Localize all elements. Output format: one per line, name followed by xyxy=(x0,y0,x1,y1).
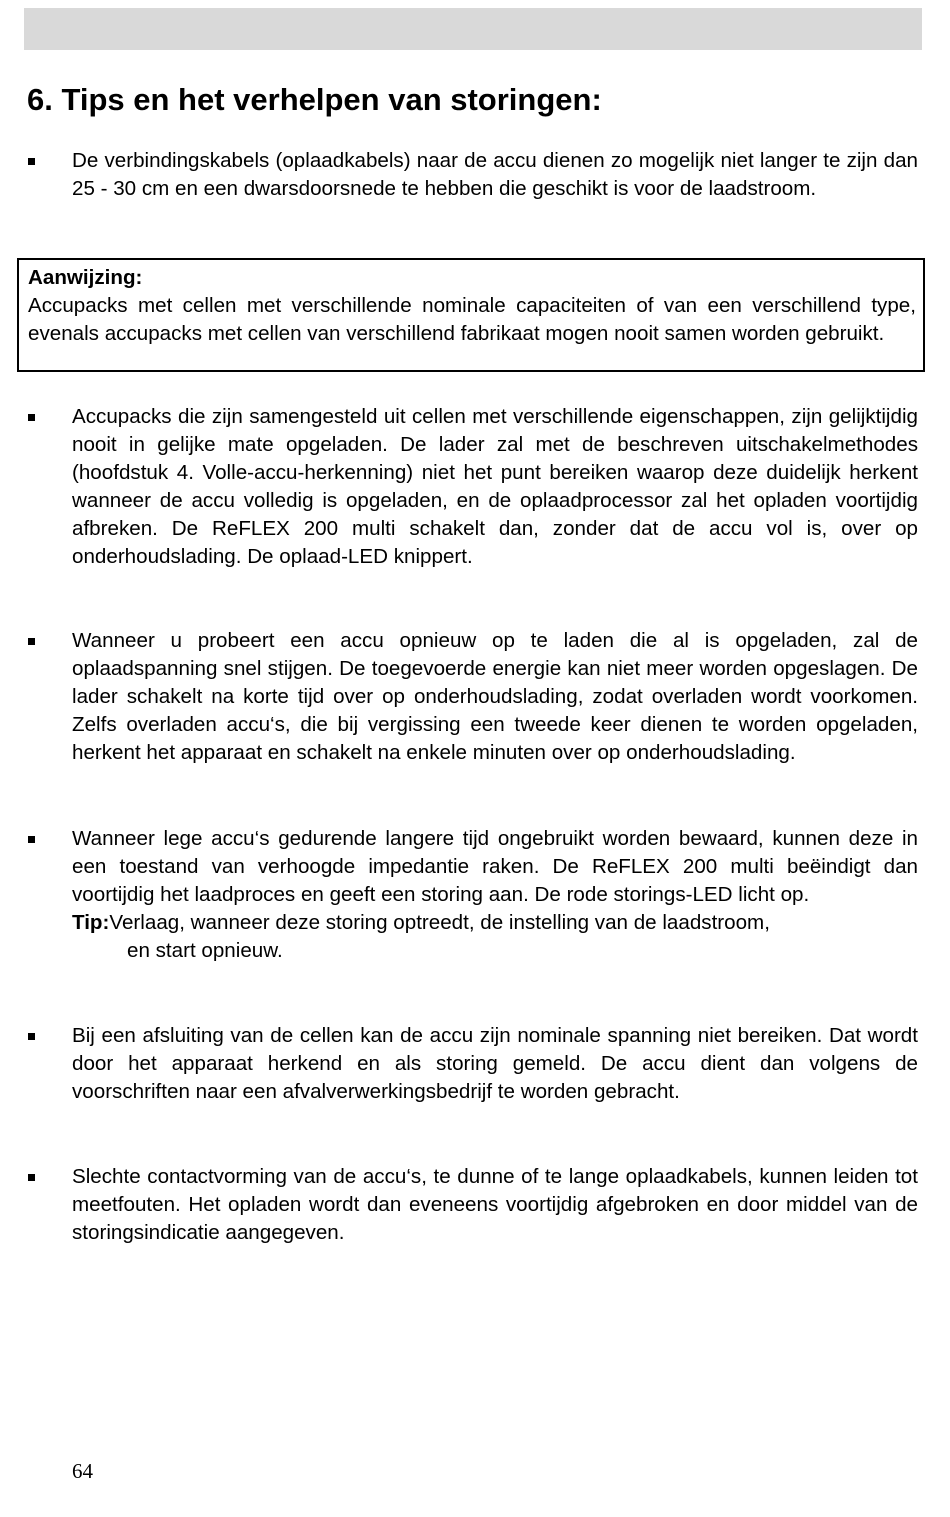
list-item-text: Wanneer u probeert een accu opnieuw op te laden die al is opgeladen, zal de oplaadspanning snel stijgen. De toegevoerde energie kan niet meer worden opgeslagen. De lader schakelt na korte tijd over op onderhoudslading, zodat overladen wordt voorkomen. Zelfs overladen accu‘s, die bij vergissing een tweede keer dienen te worden opgeladen, herkent het apparaat en schakelt na enkele minuten over op onderhoudslading. xyxy=(72,629,918,764)
list-item-text: Bij een afsluiting van de cellen kan de accu zijn nominale spanning niet bereiken. Dat wordt door het apparaat herkend en als storing gemeld. De accu dient dan volgens de voorschriften naar een afvalverwerkingsbedrijf te worden gebracht. xyxy=(72,1024,918,1103)
list-item xyxy=(28,825,918,965)
tip-text: Verlaag, wanneer deze storing optreedt, de instelling van de laadstroom, xyxy=(109,911,770,934)
tip-continuation: en start opnieuw. xyxy=(127,939,283,962)
header-bar xyxy=(24,8,922,50)
list-item xyxy=(28,147,918,203)
list-item-text: Accupacks die zijn samengesteld uit cellen met verschillende eigenschappen, zijn gelijktijdig nooit in gelijke mate opgeladen. De lader zal met de beschreven uitschakelmethodes (hoofdstuk 4. Volle-accu-herkenning) niet het punt bereiken waarop deze duidelijk herkent wanneer de accu volledig is opgeladen, en de oplaadprocessor zal het opladen voortijdig afbreken. De ReFLEX 200 multi schakelt dan, zonder dat de accu vol is, over op onderhoudslading. De oplaad-LED knippert. xyxy=(72,405,918,568)
list-item xyxy=(28,1022,918,1106)
tip-line xyxy=(72,909,918,937)
note-box xyxy=(17,258,925,372)
list-item xyxy=(28,403,918,571)
tip-label: Tip: xyxy=(72,911,110,934)
bullet-marker-icon xyxy=(28,158,35,165)
list-item xyxy=(28,1163,918,1247)
bullet-marker-icon xyxy=(28,1033,35,1040)
list-item-body xyxy=(72,825,918,965)
note-text: Accupacks met cellen met verschillende nominale capaciteiten of van een verschillend type, evenals accupacks met cellen van verschillend fabrikaat mogen nooit samen worden gebruikt. xyxy=(28,294,916,345)
page-number: 64 xyxy=(72,1459,93,1483)
page-title: 6. Tips en het verhelpen van storingen: xyxy=(27,82,602,117)
bullet-marker-icon xyxy=(28,638,35,645)
bullet-marker-icon xyxy=(28,836,35,843)
list-item-text: Wanneer lege accu‘s gedurende langere tijd ongebruikt worden bewaard, kunnen deze in een toestand van verhoogde impedantie raken. De ReFLEX 200 multi beëindigt dan voortijdig het laadproces en geeft een storing aan. De rode storings-LED licht op. xyxy=(72,827,918,906)
bullet-marker-icon xyxy=(28,414,35,421)
bullet-marker-icon xyxy=(28,1174,35,1181)
list-item-text: Slechte contactvorming van de accu‘s, te dunne of te lange oplaadkabels, kunnen leiden tot meetfouten. Het opladen wordt dan eveneens voortijdig afgebroken en door middel van de storingsindicatie aangegeven. xyxy=(72,1165,918,1244)
note-title: Aanwijzing: xyxy=(28,266,143,289)
list-item-text: De verbindingskabels (oplaadkabels) naar de accu dienen zo mogelijk niet langer te zijn dan 25 - 30 cm en een dwarsdoorsnede te hebben die geschikt is voor de laadstroom. xyxy=(72,149,918,200)
list-item xyxy=(28,627,918,767)
